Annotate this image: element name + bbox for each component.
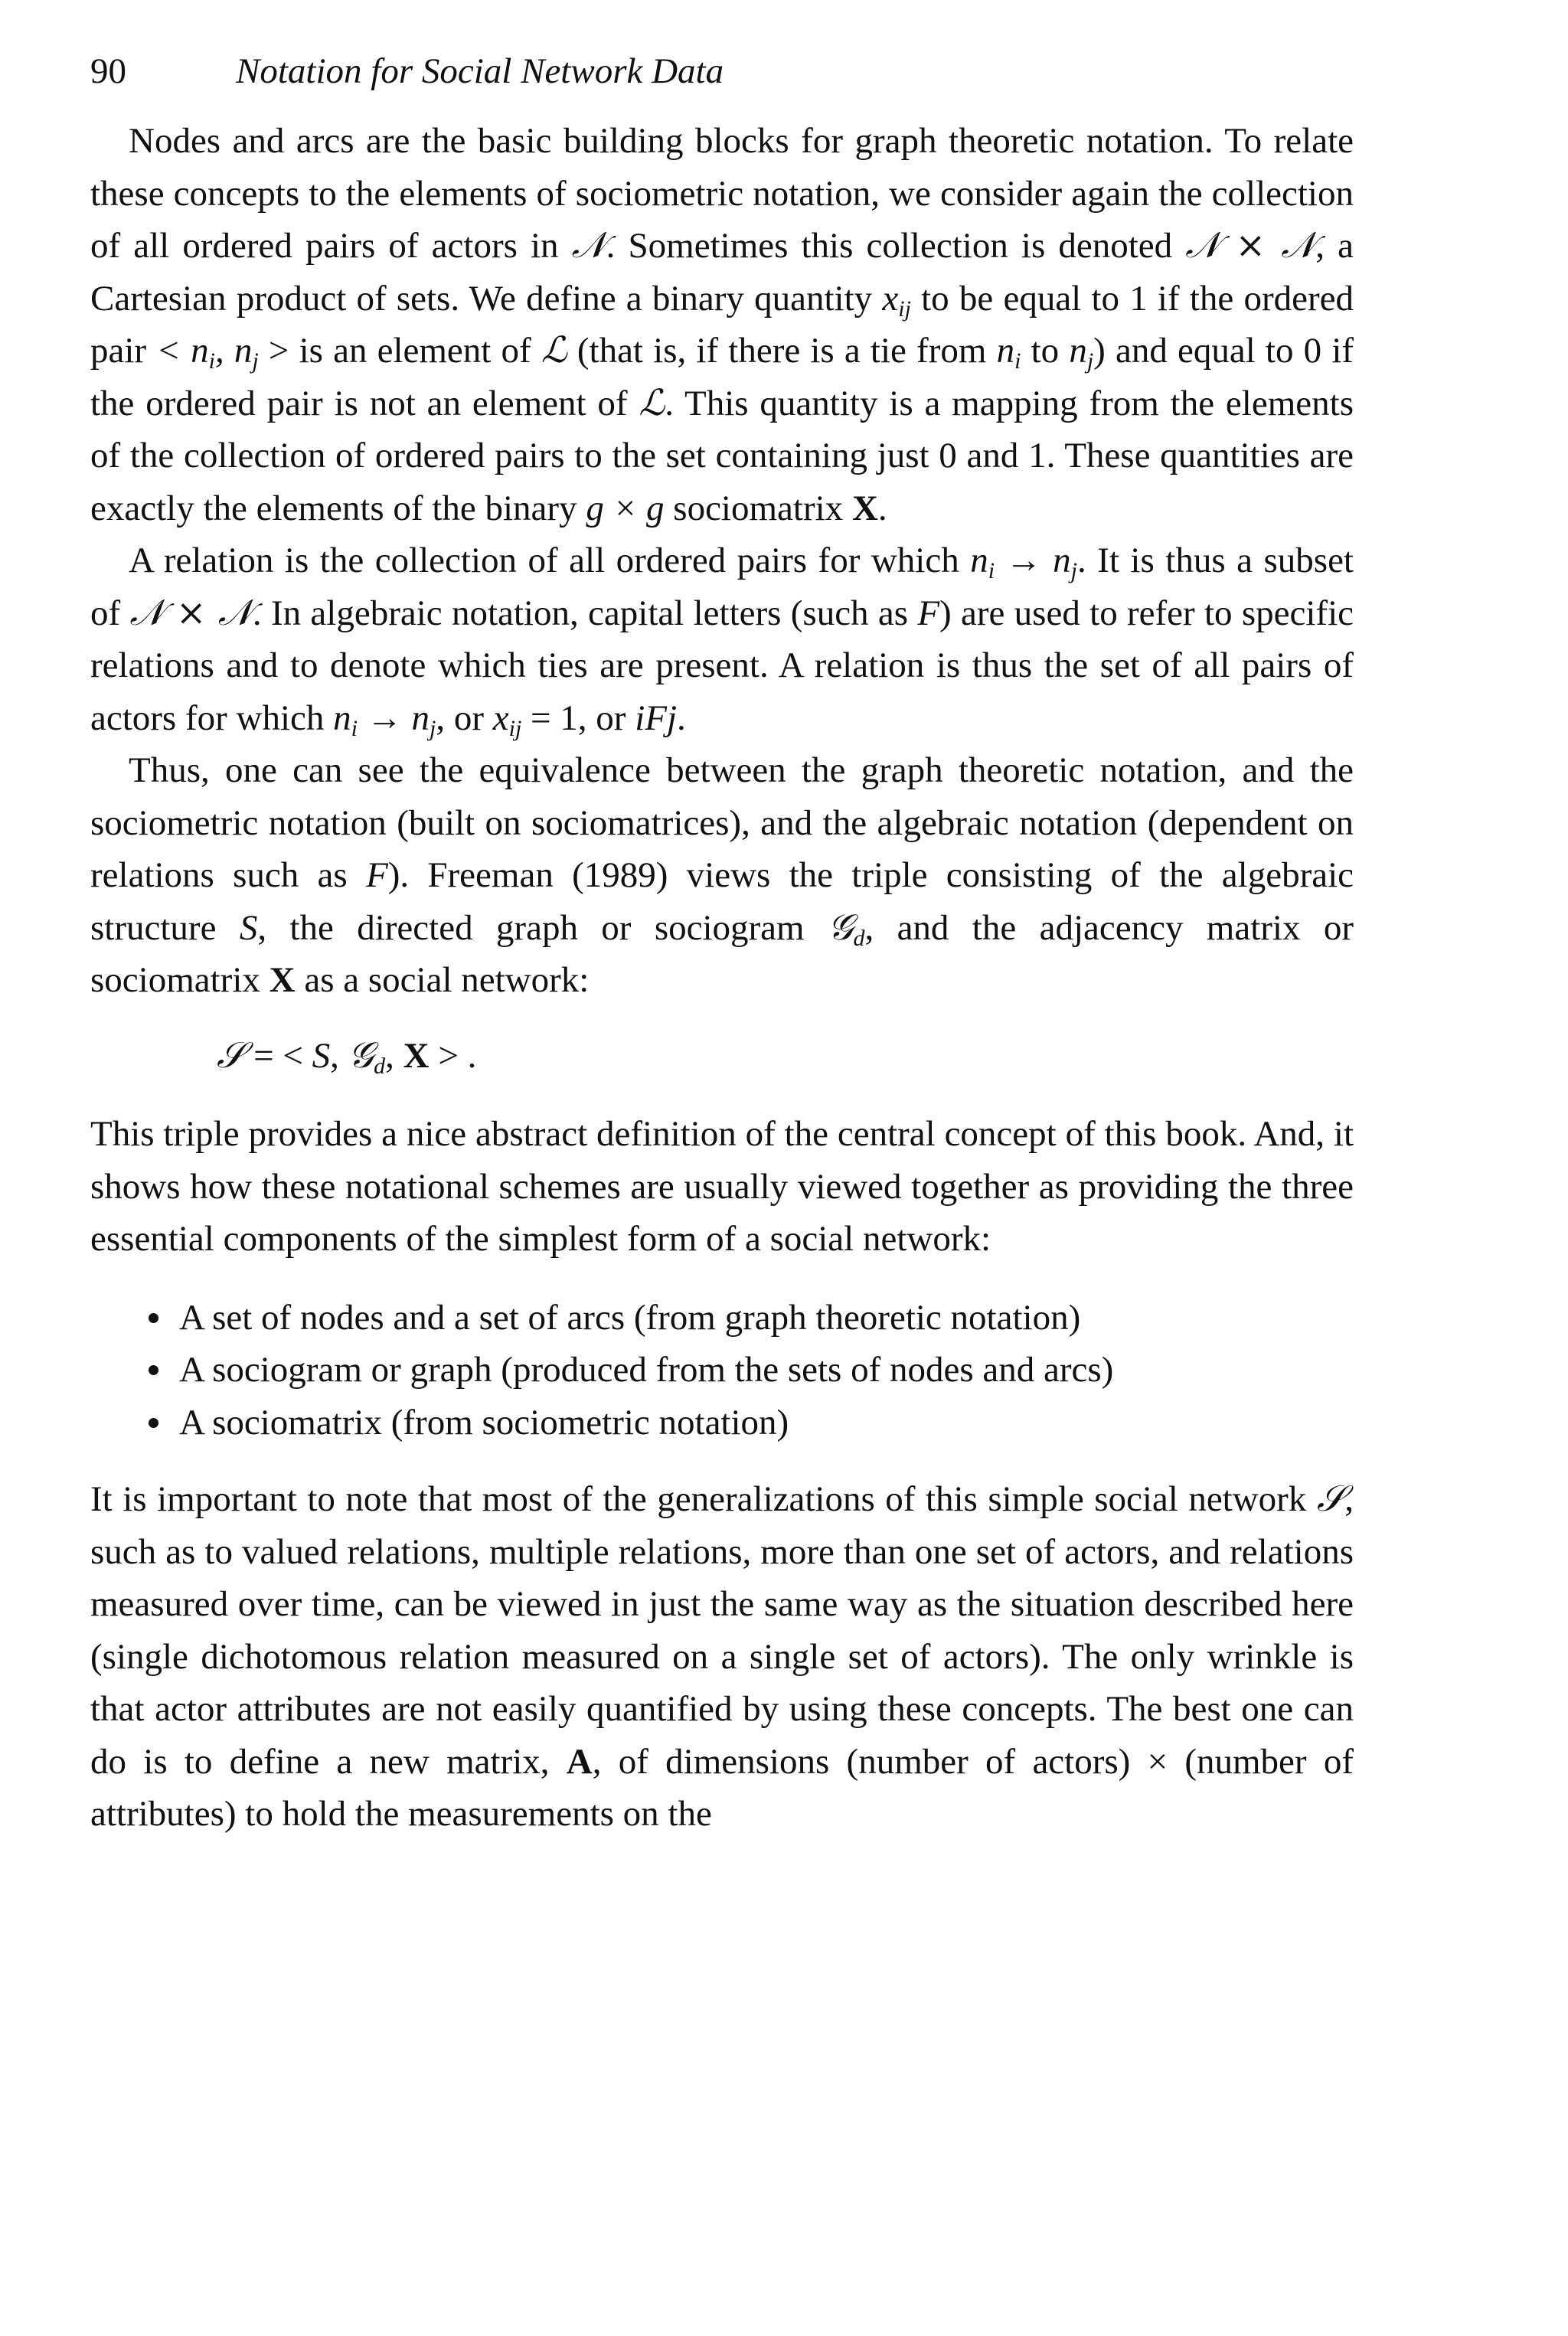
page-number: 90 <box>90 51 126 91</box>
math-subscript: j <box>1070 558 1077 583</box>
paragraph-3 <box>90 744 1354 1007</box>
text: to be equal to 1 if the ordered pair <box>90 278 1354 371</box>
text: (that is, if there is a tie from <box>567 331 997 371</box>
paragraph-5 <box>90 1473 1354 1841</box>
math-subscript: i <box>988 558 995 583</box>
math-symbol: n <box>411 698 430 738</box>
bullet-icon <box>149 1418 158 1428</box>
math-symbol: 𝒢 <box>827 906 854 949</box>
math-expression: < n <box>156 331 209 371</box>
math-symbol: F <box>917 593 940 633</box>
math-symbol: n <box>333 698 351 738</box>
text: . This quantity is a mapping from the elements of the collection of ordered pairs to the set containing just 0 and 1. These quantities are exactly the elements of the binary <box>90 383 1354 528</box>
math-symbol: x <box>882 278 899 319</box>
math-symbol: A <box>566 1741 593 1782</box>
paragraph-1 <box>90 115 1354 534</box>
math-symbol: 𝒮 <box>217 1034 245 1077</box>
list-item <box>145 1397 1354 1449</box>
math-operator: > . <box>429 1035 477 1076</box>
text: . <box>877 488 887 528</box>
text: , a Cartesian product of sets. We define a binary quantity <box>90 226 1354 319</box>
paragraph-4: This triple provides a nice abstract definition of the central concept of this book. And, it shows how these notational schemes are usually viewed together as providing the three essential components of the simplest form of a social network: <box>90 1114 1354 1259</box>
math-subscript: d <box>853 925 865 951</box>
math-symbol: S <box>239 907 258 948</box>
page-header <box>90 51 1354 107</box>
text: . In algebraic notation, capital letters (such as <box>252 593 918 633</box>
running-title: Notation for Social Network Data <box>236 51 724 91</box>
text: , and the adjacency matrix or sociomatrix <box>90 907 1354 1000</box>
math-symbol: n <box>996 331 1015 371</box>
book-page <box>90 51 1354 1841</box>
math-subscript: i <box>1014 348 1021 374</box>
math-arrow: → <box>995 541 1054 580</box>
text: . It is thus a subset of <box>90 541 1354 633</box>
math-subscript: j <box>1086 348 1094 374</box>
math-subscript: j <box>252 348 259 374</box>
math-symbol: S <box>312 1035 331 1076</box>
math-symbol: 𝒮 <box>1316 1478 1345 1520</box>
text: , or <box>436 698 493 738</box>
text: , the directed graph or sociogram <box>257 907 828 948</box>
math-symbol: X <box>403 1035 430 1076</box>
text: is an element of <box>289 331 541 371</box>
math-subscript: d <box>374 1053 386 1079</box>
bullet-icon <box>149 1365 158 1375</box>
math-symbol: n <box>970 541 988 580</box>
list-item <box>145 1292 1354 1344</box>
text: . Sometimes this collection is denoted <box>606 226 1186 266</box>
text: ) are used to refer to specific relations and to denote which ties are present. A relation is thus the set of all pairs of actors for which <box>90 593 1354 738</box>
text: , or <box>577 698 635 738</box>
math-symbol: x <box>492 698 509 738</box>
math-symbol: 𝒢 <box>348 1034 374 1077</box>
text: sociomatrix <box>664 488 852 528</box>
math-symbol: ℒ <box>639 381 665 424</box>
math-subscript: ij <box>898 296 911 322</box>
math-separator: , <box>330 1035 348 1076</box>
math-subscript: i <box>351 715 358 741</box>
list-item-text: A sociogram or graph (produced from the sets of nodes and arcs) <box>179 1350 1114 1390</box>
math-operator: = < <box>244 1035 312 1076</box>
text: , such as to valued relations, multiple relations, more than one set of actors, and relations measured over time, can be viewed in just the same way as the situation described here (single dichotomous relation measured on a single set of actors). The only wrinkle is that actor attributes are not easily quantified by using these concepts. The best one can do is to define a new matrix, <box>90 1479 1354 1782</box>
math-expression: > <box>258 331 289 371</box>
math-expression: , n <box>214 331 253 371</box>
text: Nodes and arcs are the basic building blocks for graph theoretic notation. To relate these concepts to the elements of sociometric notation, we consider again the collection of all ordered pairs of actors in <box>90 121 1354 266</box>
list-item <box>145 1344 1354 1397</box>
text: It is important to note that most of the generalizations of this simple social network <box>90 1479 1317 1519</box>
list-item-text: A sociomatrix (from sociometric notation) <box>179 1402 789 1442</box>
math-subscript: i <box>208 348 215 374</box>
math-symbol: n <box>1053 541 1071 580</box>
text: A relation is the collection of all ordered pairs for which <box>129 541 971 580</box>
math-expression: g × g <box>586 488 665 528</box>
text: to <box>1021 331 1070 371</box>
math-symbol: X <box>269 960 296 1000</box>
text: Thus, one can see the equivalence between the graph theoretic notation, and the sociometric notation (built on sociomatrices), and the algebraic notation (dependent on relations such as <box>90 750 1354 895</box>
bullet-icon <box>149 1313 158 1323</box>
math-expression: = 1 <box>521 698 578 738</box>
text: ) and equal to 0 if the ordered pair is not an element of <box>90 331 1354 423</box>
paragraph-2 <box>90 534 1354 744</box>
math-subscript: j <box>429 715 436 741</box>
math-symbol: 𝒩 <box>571 224 606 266</box>
math-arrow: → <box>357 698 412 738</box>
math-symbol: F <box>365 855 388 895</box>
math-subscript: ij <box>508 715 522 741</box>
math-expression: 𝒩 × 𝒩 <box>129 591 253 634</box>
math-expression: 𝒩 × 𝒩 <box>1185 224 1316 266</box>
text: . <box>677 698 686 738</box>
math-symbol: ℒ <box>541 329 567 371</box>
list-item-text: A set of nodes and a set of arcs (from graph theoretic notation) <box>179 1297 1081 1338</box>
text: , of dimensions (number of actors) × (number of attributes) to hold the measurements on the <box>90 1741 1354 1834</box>
math-separator: , <box>385 1035 403 1076</box>
math-symbol: n <box>1069 331 1087 371</box>
math-expression: iFj <box>635 698 678 738</box>
display-equation <box>90 1030 1354 1083</box>
bullet-list <box>90 1292 1354 1449</box>
text: as a social network: <box>295 960 590 1000</box>
math-symbol: X <box>851 488 878 528</box>
text: ). Freeman (1989) views the triple consisting of the algebraic structure <box>90 855 1354 948</box>
